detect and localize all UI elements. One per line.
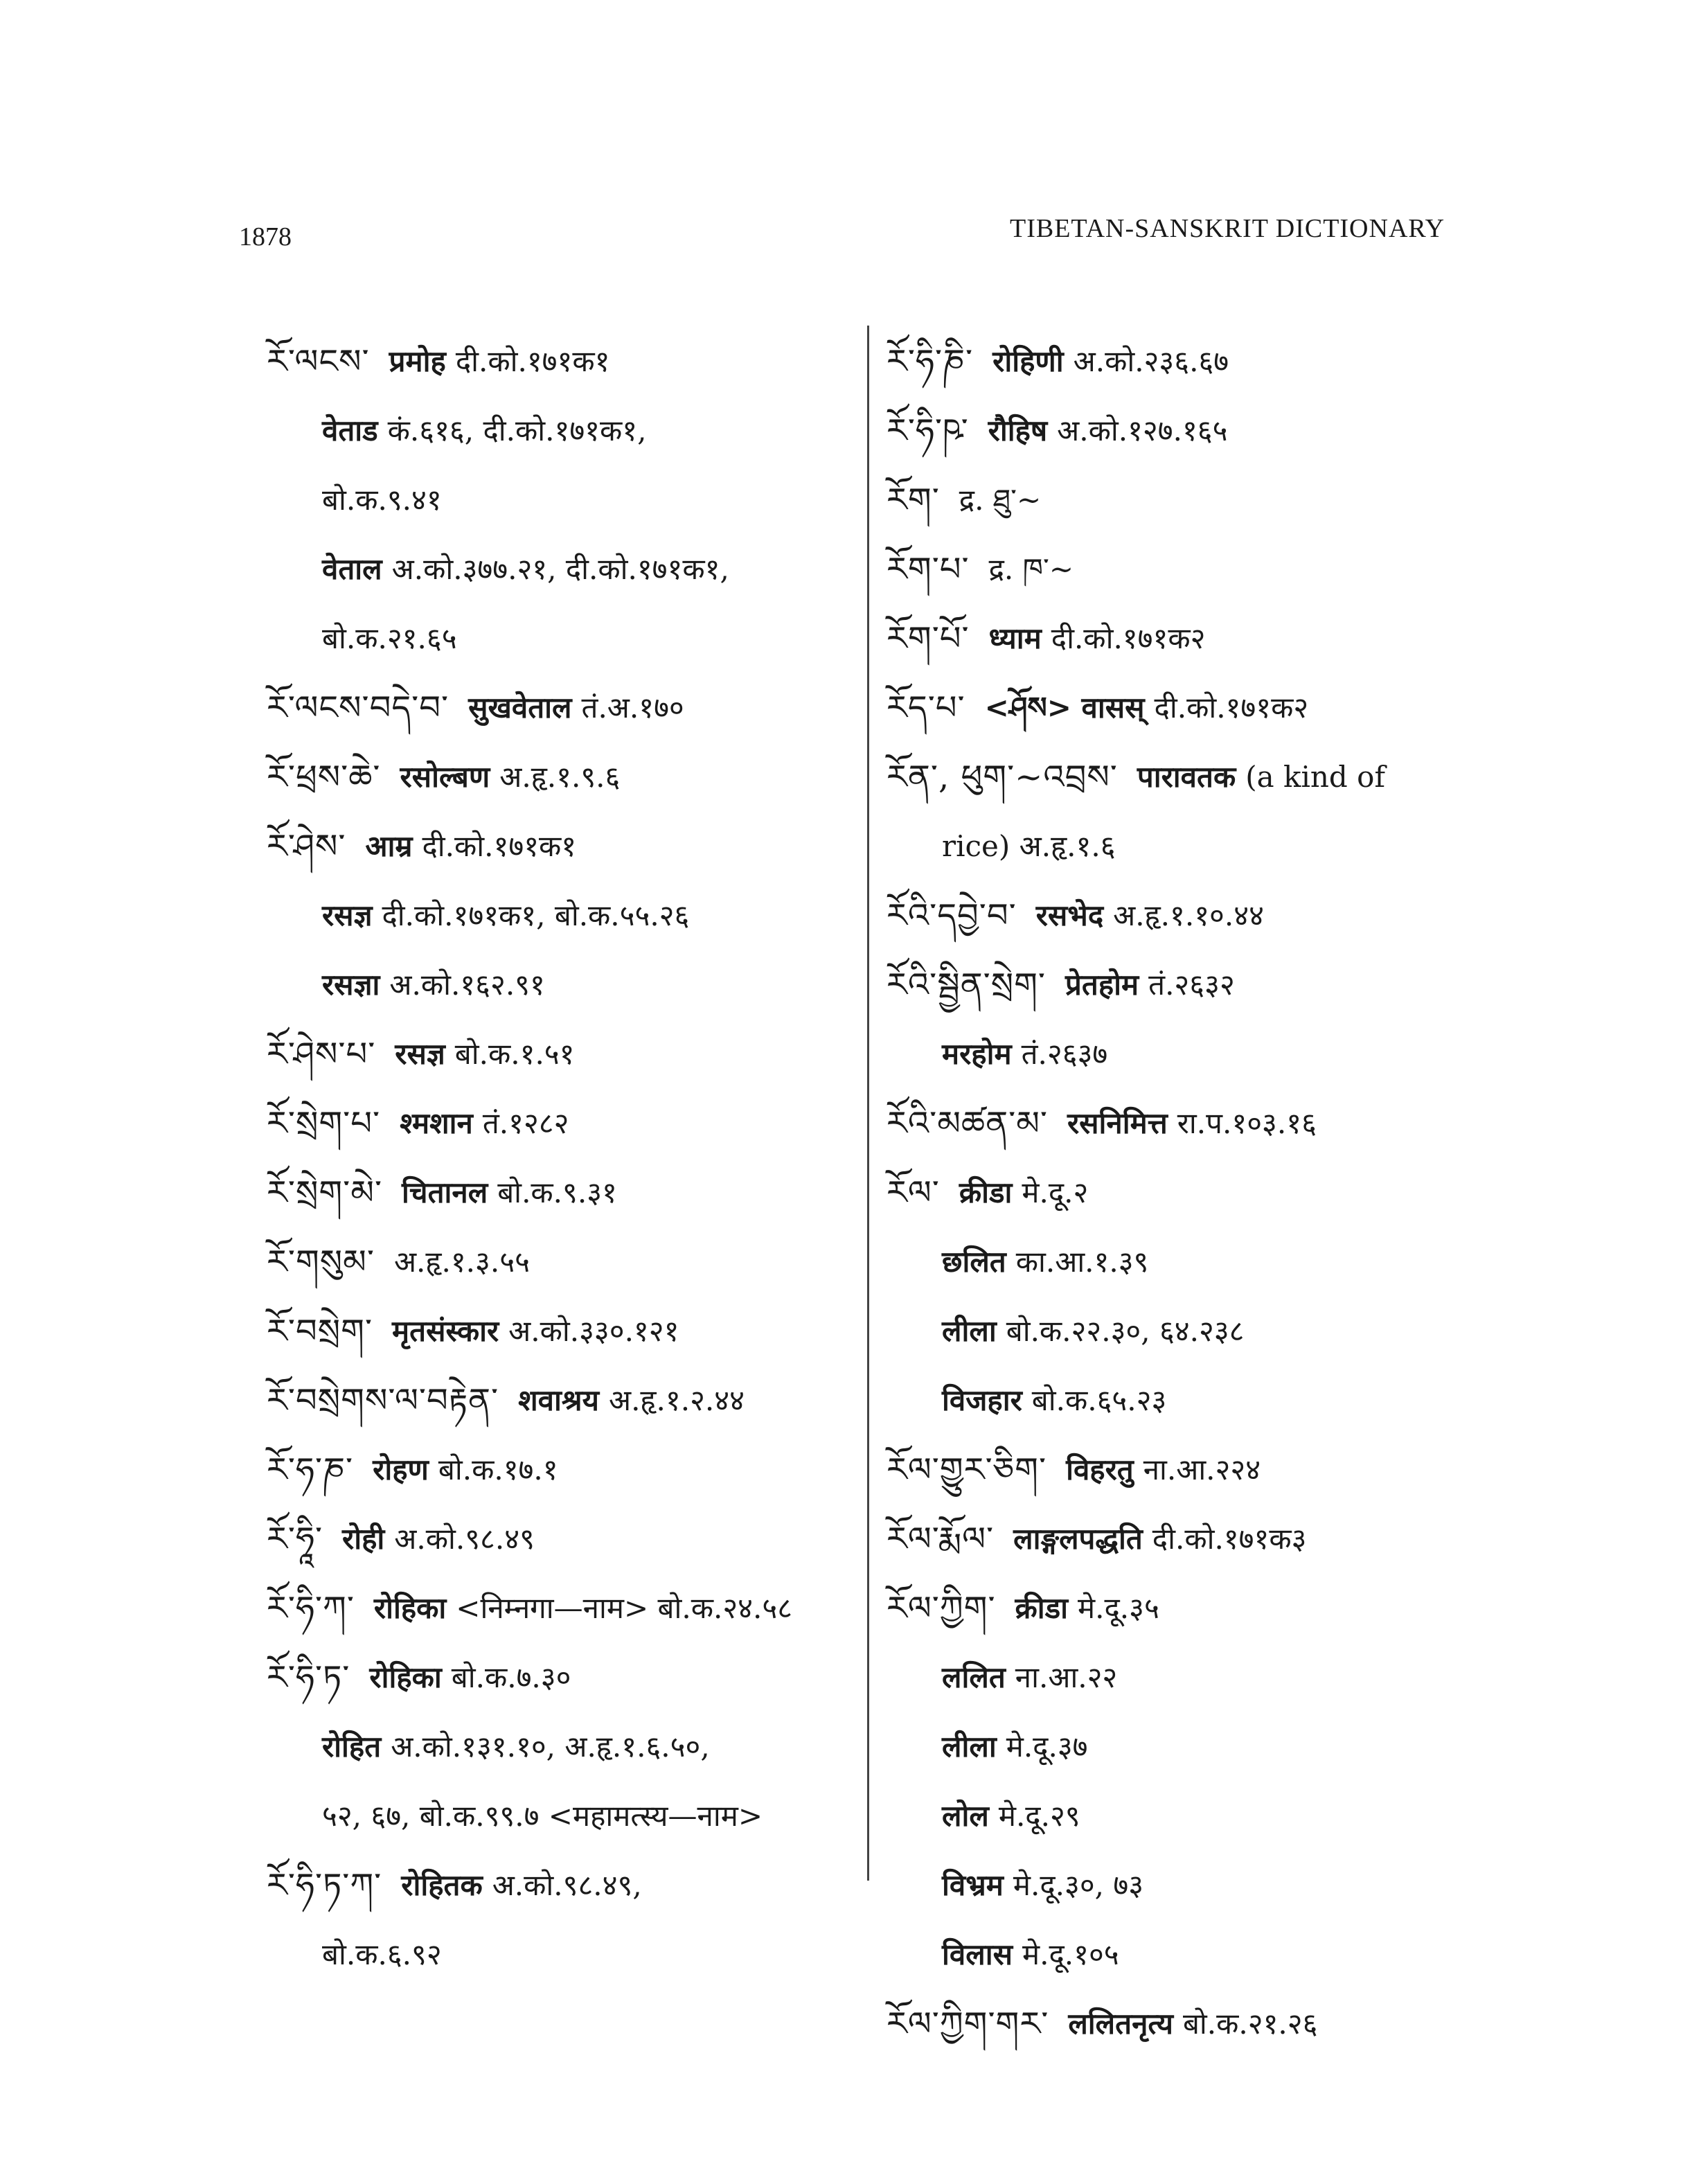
dictionary-entry: [887, 1089, 1461, 1158]
tibetan-headword: རོན་, ཕུག་~འབྲས་: [887, 757, 1118, 797]
source-reference: अ.को.३३०.१२१: [508, 1313, 679, 1348]
dictionary-entry: [887, 1574, 1461, 1643]
dictionary-entry: [887, 1989, 1461, 2059]
sanskrit-equivalent: रोहित: [322, 1729, 382, 1764]
dictionary-entry: [887, 950, 1461, 1020]
dictionary-entry: [267, 1158, 862, 1227]
source-reference: बो.क.१७.१: [438, 1452, 558, 1486]
source-reference: दी.को.१७१क३: [1152, 1521, 1307, 1556]
sanskrit-equivalent: लीला: [942, 1313, 997, 1348]
dictionary-entry: [887, 1504, 1461, 1574]
sanskrit-equivalent: क्रीडा: [1015, 1590, 1069, 1625]
sanskrit-equivalent: विहरतु: [1066, 1452, 1134, 1486]
tibetan-headword: རོའི་མཚན་མ་: [887, 1103, 1048, 1143]
source-reference: बो.क.६.९२: [322, 1937, 442, 1971]
sanskrit-equivalent: सुखवेताल: [468, 690, 572, 725]
sanskrit-equivalent: रसनिमित्त: [1067, 1106, 1168, 1140]
source-reference: बो.क.९.३१: [497, 1175, 617, 1209]
sanskrit-equivalent: मृतसंस्कार: [392, 1313, 499, 1348]
dictionary-entry: [267, 1020, 862, 1089]
sanskrit-equivalent: रोहिणी: [992, 344, 1064, 378]
source-reference: बो.क.६५.२३: [1031, 1383, 1167, 1417]
source-reference: अ.को.९८.४९,: [492, 1867, 642, 1902]
column-divider: [867, 326, 869, 1881]
sanskrit-equivalent: वेताड: [322, 413, 378, 447]
source-reference: का.आ.१.३९: [1015, 1244, 1149, 1279]
dictionary-entry-continuation: [267, 535, 862, 604]
dictionary-entry: [887, 465, 1461, 535]
source-reference: द्र. ཁ་~: [988, 551, 1074, 586]
dictionary-entry-continuation: [887, 1297, 1461, 1366]
source-reference: तं.२६३२: [1148, 967, 1235, 1002]
sanskrit-equivalent: विलास: [942, 1937, 1013, 1971]
sanskrit-equivalent: प्रेतहोम: [1065, 967, 1139, 1002]
tibetan-headword: རོ་ཧི་ཥ་: [887, 411, 969, 450]
source-reference: द्र. ཐུ་~: [959, 482, 1042, 517]
dictionary-entry-continuation: [887, 1366, 1461, 1435]
source-reference: मे.दू.२: [1022, 1175, 1089, 1209]
sanskrit-equivalent: विजहार: [942, 1383, 1022, 1417]
dictionary-entry: [887, 1158, 1461, 1227]
source-reference: अ.को.१३१.१०, अ.हृ.१.६.५०,: [391, 1729, 710, 1764]
tibetan-headword: རོ་སྲེག་པ་: [267, 1103, 381, 1143]
tibetan-headword: རོལ་གྱུར་ཅིག་: [887, 1450, 1047, 1489]
tibetan-headword: རོ་བསྲེགས་ལ་བརྟེན་: [267, 1380, 499, 1420]
source-reference: रा.प.१०३.१६: [1177, 1106, 1317, 1140]
sanskrit-equivalent: रसज्ञ: [322, 898, 373, 932]
dictionary-entry-continuation: [887, 1643, 1461, 1712]
source-reference: मे.दू.३७: [1006, 1729, 1088, 1764]
dictionary-entry: [267, 743, 862, 812]
source-reference: तं.अ.१७०: [581, 690, 684, 725]
dictionary-entry: [267, 812, 862, 881]
left-column: [267, 327, 862, 1989]
sanskrit-equivalent: ध्याम: [988, 621, 1042, 655]
tibetan-headword: རོ་ཧི་ཎི་: [887, 341, 974, 381]
dictionary-entry-continuation: [887, 1782, 1461, 1851]
dictionary-entry-continuation: [887, 1851, 1461, 1920]
tibetan-headword: རོག་པ་: [887, 549, 970, 589]
tibetan-headword: རོ་ལངས་: [267, 341, 370, 381]
dictionary-entry: [887, 743, 1461, 812]
sanskrit-equivalent: रौहिष: [988, 413, 1048, 447]
sanskrit-equivalent: प्रमोह: [389, 344, 446, 378]
right-column: [887, 327, 1461, 2059]
dictionary-entry: [887, 673, 1461, 743]
running-title: TIBETAN-SANSKRIT DICTIONARY: [1010, 214, 1445, 243]
dictionary-entry: [887, 327, 1461, 396]
tibetan-headword: རོ་ཤེས་: [267, 826, 346, 866]
tibetan-headword: རོག་པོ་: [887, 619, 970, 658]
source-reference: अ.हृ.१.३.५५: [393, 1244, 530, 1279]
sanskrit-equivalent: चितानल: [402, 1175, 488, 1209]
sanskrit-equivalent: लोल: [942, 1798, 989, 1833]
tibetan-headword: རོའི་དབྱེ་བ་: [887, 896, 1017, 935]
sanskrit-equivalent: श्मशान: [400, 1106, 473, 1140]
dictionary-entry-continuation: [267, 881, 862, 950]
dictionary-entry: [267, 1504, 862, 1574]
dictionary-entry-continuation: [267, 465, 862, 535]
dictionary-entry-continuation: [887, 1227, 1461, 1297]
tibetan-headword: རོལ་རྨོལ་: [887, 1519, 995, 1559]
dictionary-entry: [267, 1366, 862, 1435]
dictionary-entry: [267, 327, 862, 396]
dictionary-entry-continuation: [267, 1782, 862, 1851]
tibetan-headword: རོལ་: [887, 1173, 940, 1212]
dictionary-entry: [887, 604, 1461, 673]
dictionary-entry-continuation: [887, 1020, 1461, 1089]
sanskrit-equivalent: रसज्ञ: [395, 1036, 445, 1071]
dictionary-entry: [267, 1435, 862, 1504]
source-reference: दी.को.१७१क२: [1051, 621, 1206, 655]
dictionary-entry-continuation: [267, 1920, 862, 1989]
dictionary-entry: [267, 1089, 862, 1158]
source-reference: दी.को.१७१क१, बो.क.५५.२६: [382, 898, 690, 932]
dictionary-entry: [887, 881, 1461, 950]
tibetan-headword: རོལ་ཀྱིག་གར་: [887, 2004, 1049, 2043]
sanskrit-equivalent: <ཤོས> वासस्: [984, 690, 1145, 725]
source-reference: अ.हृ.१.१०.४४: [1113, 898, 1264, 932]
source-reference: दी.को.१७१क१: [422, 828, 577, 863]
source-reference: बो.क.२२.३०, ६४.२३८: [1006, 1313, 1245, 1348]
dictionary-entry: [267, 1574, 862, 1643]
sanskrit-equivalent: विभ्रम: [942, 1867, 1004, 1902]
tibetan-headword: རོ་ལངས་བདེ་བ་: [267, 688, 449, 727]
source-reference: बो.क.२१.२६: [1182, 2006, 1318, 2041]
source-reference: बो.क.९.४१: [322, 482, 442, 517]
tibetan-headword: རོ་སྲེག་མེ་: [267, 1173, 383, 1212]
source-reference: अ.हृ.१.९.६: [499, 759, 621, 794]
sanskrit-equivalent: आम्र: [365, 828, 413, 863]
dictionary-entry-continuation: [887, 812, 1461, 881]
tibetan-headword: རོ་གསུམ་: [267, 1242, 375, 1281]
dictionary-entry: [267, 1851, 862, 1920]
source-reference: बो.क.१.५१: [454, 1036, 575, 1071]
source-reference: ना.आ.२२: [1015, 1660, 1118, 1694]
source-reference: ना.आ.२२४: [1143, 1452, 1261, 1486]
dictionary-entry-continuation: [887, 1712, 1461, 1782]
sanskrit-equivalent: रोहिका: [373, 1590, 447, 1625]
source-reference: मे.दू.२९: [998, 1798, 1080, 1833]
tibetan-headword: རོ་ཤེས་པ་: [267, 1034, 376, 1074]
sanskrit-equivalent: लीला: [942, 1729, 997, 1764]
tibetan-headword: རོའི་སྦྱིན་སྲེག་: [887, 965, 1046, 1004]
source-reference: मे.दू.१०५: [1022, 1937, 1119, 1971]
tibetan-headword: རོ་ཧི་ཏ་: [267, 1658, 350, 1697]
dictionary-entry-continuation: [267, 1712, 862, 1782]
sanskrit-equivalent: ललित: [942, 1660, 1006, 1694]
source-reference: अ.को.३७७.२१, दी.को.१७१क१,: [391, 551, 729, 586]
sanskrit-equivalent: रोही: [342, 1521, 385, 1556]
source-reference: मे.दू.३५: [1078, 1590, 1159, 1625]
dictionary-entry: [267, 673, 862, 743]
page-number: 1878: [239, 222, 292, 251]
dictionary-entry: [267, 1227, 862, 1297]
sanskrit-equivalent: रोहितक: [401, 1867, 483, 1902]
tibetan-headword: རོད་པ་: [887, 688, 965, 727]
source-reference: अ.को.१६२.९१: [389, 967, 545, 1002]
tibetan-headword: རོལ་ཀྱིག་: [887, 1588, 996, 1628]
sanskrit-equivalent: पारावतक: [1137, 759, 1236, 794]
sanskrit-equivalent: मरहोम: [942, 1036, 1012, 1071]
source-reference: अ.को.१२७.१६५: [1057, 413, 1228, 447]
sanskrit-equivalent: रोहिका: [369, 1660, 442, 1694]
tibetan-headword: རོག་: [887, 480, 940, 520]
sanskrit-equivalent: लाङ्गलपद्धति: [1013, 1521, 1143, 1556]
sanskrit-equivalent: ललितनृत्य: [1068, 2006, 1173, 2041]
dictionary-entry-continuation: [267, 396, 862, 465]
dictionary-entry: [887, 535, 1461, 604]
sanskrit-equivalent: छलित: [942, 1244, 1006, 1279]
source-reference: बो.क.२१.६५: [322, 621, 457, 655]
source-reference: अ.हृ.१.२.४४: [608, 1383, 745, 1417]
dictionary-entry: [267, 1297, 862, 1366]
dictionary-entry-continuation: [887, 1920, 1461, 1989]
tibetan-headword: རོ་ཧ་ཎ་: [267, 1450, 354, 1489]
dictionary-entry: [887, 396, 1461, 465]
tibetan-headword: རོ་ཧཱི་: [267, 1519, 323, 1559]
sanskrit-equivalent: रसज्ञा: [322, 967, 380, 1002]
sanskrit-equivalent: रोहण: [373, 1452, 429, 1486]
source-reference: <निम्नगा—नाम> बो.क.२४.५८: [456, 1590, 793, 1625]
source-reference: (a kind of: [1245, 759, 1385, 794]
source-reference: तं.२६३७: [1021, 1036, 1108, 1071]
sanskrit-equivalent: शवाश्रय: [518, 1383, 599, 1417]
tibetan-headword: རོ་ཕྲས་ཆེ་: [267, 757, 381, 797]
tibetan-headword: རོ་ཧི་ཏ་ཀ་: [267, 1865, 382, 1905]
tibetan-headword: རོ་ཧི་ཀ་: [267, 1588, 355, 1628]
source-reference: दी.को.१७१क२: [1154, 690, 1309, 725]
source-reference: बो.क.७.३०: [451, 1660, 571, 1694]
source-reference: मे.दू.३०, ७३: [1013, 1867, 1144, 1902]
dictionary-entry: [267, 1643, 862, 1712]
tibetan-headword: རོ་བསྲེག་: [267, 1311, 373, 1351]
dictionary-entry: [887, 1435, 1461, 1504]
dictionary-entry-continuation: [267, 950, 862, 1020]
source-reference: कं.६१६, दी.को.१७१क१,: [387, 413, 647, 447]
source-reference: ५२, ६७, बो.क.९९.७ <महामत्स्य—नाम>: [322, 1798, 763, 1833]
source-reference: तं.१२८२: [482, 1106, 569, 1140]
sanskrit-equivalent: क्रीडा: [959, 1175, 1013, 1209]
source-reference: अ.को.९८.४९: [394, 1521, 535, 1556]
source-reference: अ.को.२३६.६७: [1073, 344, 1229, 378]
source-reference: rice) अ.हृ.१.६: [942, 828, 1116, 863]
dictionary-entry-continuation: [267, 604, 862, 673]
sanskrit-equivalent: रसोल्बण: [400, 759, 490, 794]
sanskrit-equivalent: वेताल: [322, 551, 382, 586]
source-reference: दी.को.१७१क१: [455, 344, 610, 378]
sanskrit-equivalent: रसभेद: [1035, 898, 1104, 932]
